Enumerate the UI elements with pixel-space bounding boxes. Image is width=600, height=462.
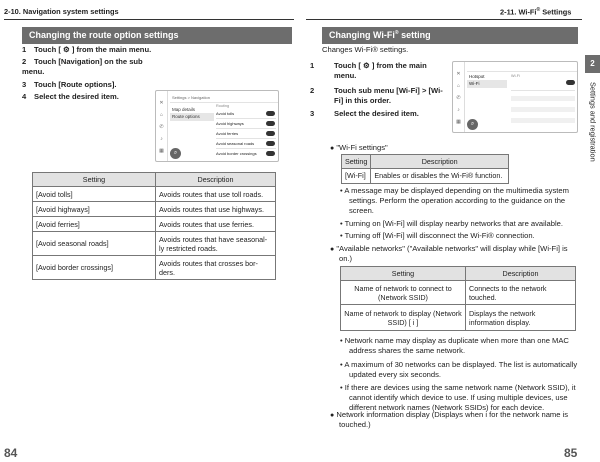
screenshot-side-rail (156, 91, 168, 161)
list-item: • If there are devices using the same network name (Network SSID), it cannot identify which device to use. If using multiple devices, use different network names (Network SSIDs) for each device. (340, 383, 576, 413)
table-row: [Avoid ferries] Avoids routes that use ferries. (33, 217, 276, 232)
table-row: [Avoid tolls] Avoids routes that use toll roads. (33, 187, 276, 202)
table-row: [Avoid seasonal roads] Avoids routes that have seasonal-ly restricted roads. (33, 232, 276, 256)
table-row: [Avoid border crossings] Avoids routes that crosses bor-ders. (33, 256, 276, 280)
right-step-1: 1 Touch [ ⚙ ] from the main menu. (310, 61, 427, 80)
screenshot-wifi-label: Wi-Fi (511, 74, 520, 78)
toggle-icon (266, 121, 275, 126)
left-step-4: 4 Select the desired item. (22, 92, 119, 102)
toggle-icon (566, 80, 575, 85)
toggle-icon (266, 151, 275, 156)
left-header: 2-10. Navigation system settings (4, 7, 119, 16)
left-step-2: 2 Touch [Navigation] on the sub menu. (22, 57, 143, 77)
available-networks-label: ● "Available networks" ("Available networks" will display while [Wi-Fi] is on.) (330, 244, 568, 264)
right-step-2: 2 Touch sub menu [Wi-Fi] > [Wi-Fi] in this order. (310, 85, 443, 105)
right-page-number: 85 (564, 446, 578, 460)
screenshot-row-tolls: Avoid tolls (216, 111, 235, 116)
table-header-setting: Setting (33, 173, 156, 187)
search-icon: ⌕ (467, 119, 478, 130)
right-section-title: Changing Wi-Fi® setting (322, 27, 578, 44)
list-item: • Turning off [Wi-Fi] will disconnect the Wi-Fi® connection. (340, 231, 535, 241)
left-header-rule (4, 19, 294, 20)
left-step-1: 1 Touch [ ⚙ ] from the main menu. (22, 45, 152, 54)
right-step-3: 3 Select the desired item. (310, 109, 419, 119)
network-row (511, 96, 575, 101)
list-item: • Network name may display as duplicate when more than one MAC address shares the same network. (340, 336, 569, 355)
list-item: • A maximum of 30 networks can be displayed. The list is automatically updated every six seconds. (340, 359, 578, 379)
screenshot-menu-hotspot: Hotspot (469, 74, 485, 79)
network-row (511, 107, 575, 112)
wifi-settings-label: ● "Wi-Fi settings" (330, 143, 388, 152)
left-section-title: Changing the route option settings (22, 27, 292, 44)
left-step-3: 3 Touch [Route options]. (22, 79, 117, 89)
right-steps (310, 61, 447, 119)
toggle-icon (266, 111, 275, 116)
table-header-description: Description (156, 173, 276, 187)
right-header: 2-11. Wi-Fi® Settings (500, 7, 572, 17)
chapter-side-label: Settings and registration (588, 82, 598, 162)
wifi-settings-screenshot (452, 61, 578, 133)
wifi-notes (340, 186, 578, 241)
chapter-tab: 2 (585, 55, 600, 73)
search-icon: ⌕ (170, 148, 181, 159)
left-page-number: 84 (4, 446, 18, 460)
toggle-icon (266, 141, 275, 146)
screenshot-side-rail (453, 62, 465, 132)
table-row: Name of network to display (Network SSID) [ i ] Displays the network information display. (341, 305, 576, 331)
network-row (511, 118, 575, 123)
wifi-table (341, 154, 509, 184)
left-steps (22, 45, 162, 102)
table-header-description: Description (371, 155, 509, 169)
screenshot-row-ferries: Avoid ferries (216, 131, 239, 136)
list-item: • Turning on [Wi-Fi] will display nearby networks that are available. (340, 218, 563, 228)
table-header-setting: Setting (341, 267, 466, 281)
screenshot-routing-label: Routing (216, 104, 230, 108)
screenshot-row-highways: Avoid highways (216, 121, 244, 126)
right-intro: Changes Wi-Fi® settings. (322, 45, 409, 54)
networks-table (340, 266, 576, 331)
table-header-description: Description (466, 267, 576, 281)
rail-icons: ✕ ⌂ ✆ ♪ ▦ (159, 100, 164, 154)
table-row: [Wi-Fi] Enables or disables the Wi-Fi® function. (342, 169, 509, 183)
table-row: [Avoid highways] Avoids routes that use highways. (33, 202, 276, 217)
screenshot-breadcrumb: Settings > Navigation (172, 95, 210, 100)
table-row: Name of network to connect to (Network SSID) Connects to the network touched. (341, 281, 576, 305)
table-header-setting: Setting (342, 155, 371, 169)
screenshot-menu-route-options: Route options (172, 114, 200, 119)
network-notes (340, 336, 578, 413)
network-info-label: ● Network information display (Displays when i for the network name is touched.) (330, 410, 569, 430)
screenshot-row-seasonal: Avoid seasonal roads (216, 141, 255, 146)
right-header-rule (306, 19, 582, 20)
rail-icons: ✕ ⌂ ✆ ♪ ▦ (456, 71, 461, 125)
route-options-table (32, 172, 276, 280)
toggle-icon (266, 131, 275, 136)
screenshot-row-border: Avoid border crossings (216, 151, 257, 156)
screenshot-menu-wifi: Wi-Fi (469, 81, 480, 86)
screenshot-menu-map-details: Map details (172, 107, 196, 112)
list-item: • A message may be displayed depending on the multimedia system settings. Perform the operation according to the guidance on the screen. (340, 186, 569, 215)
route-options-screenshot (155, 90, 279, 162)
